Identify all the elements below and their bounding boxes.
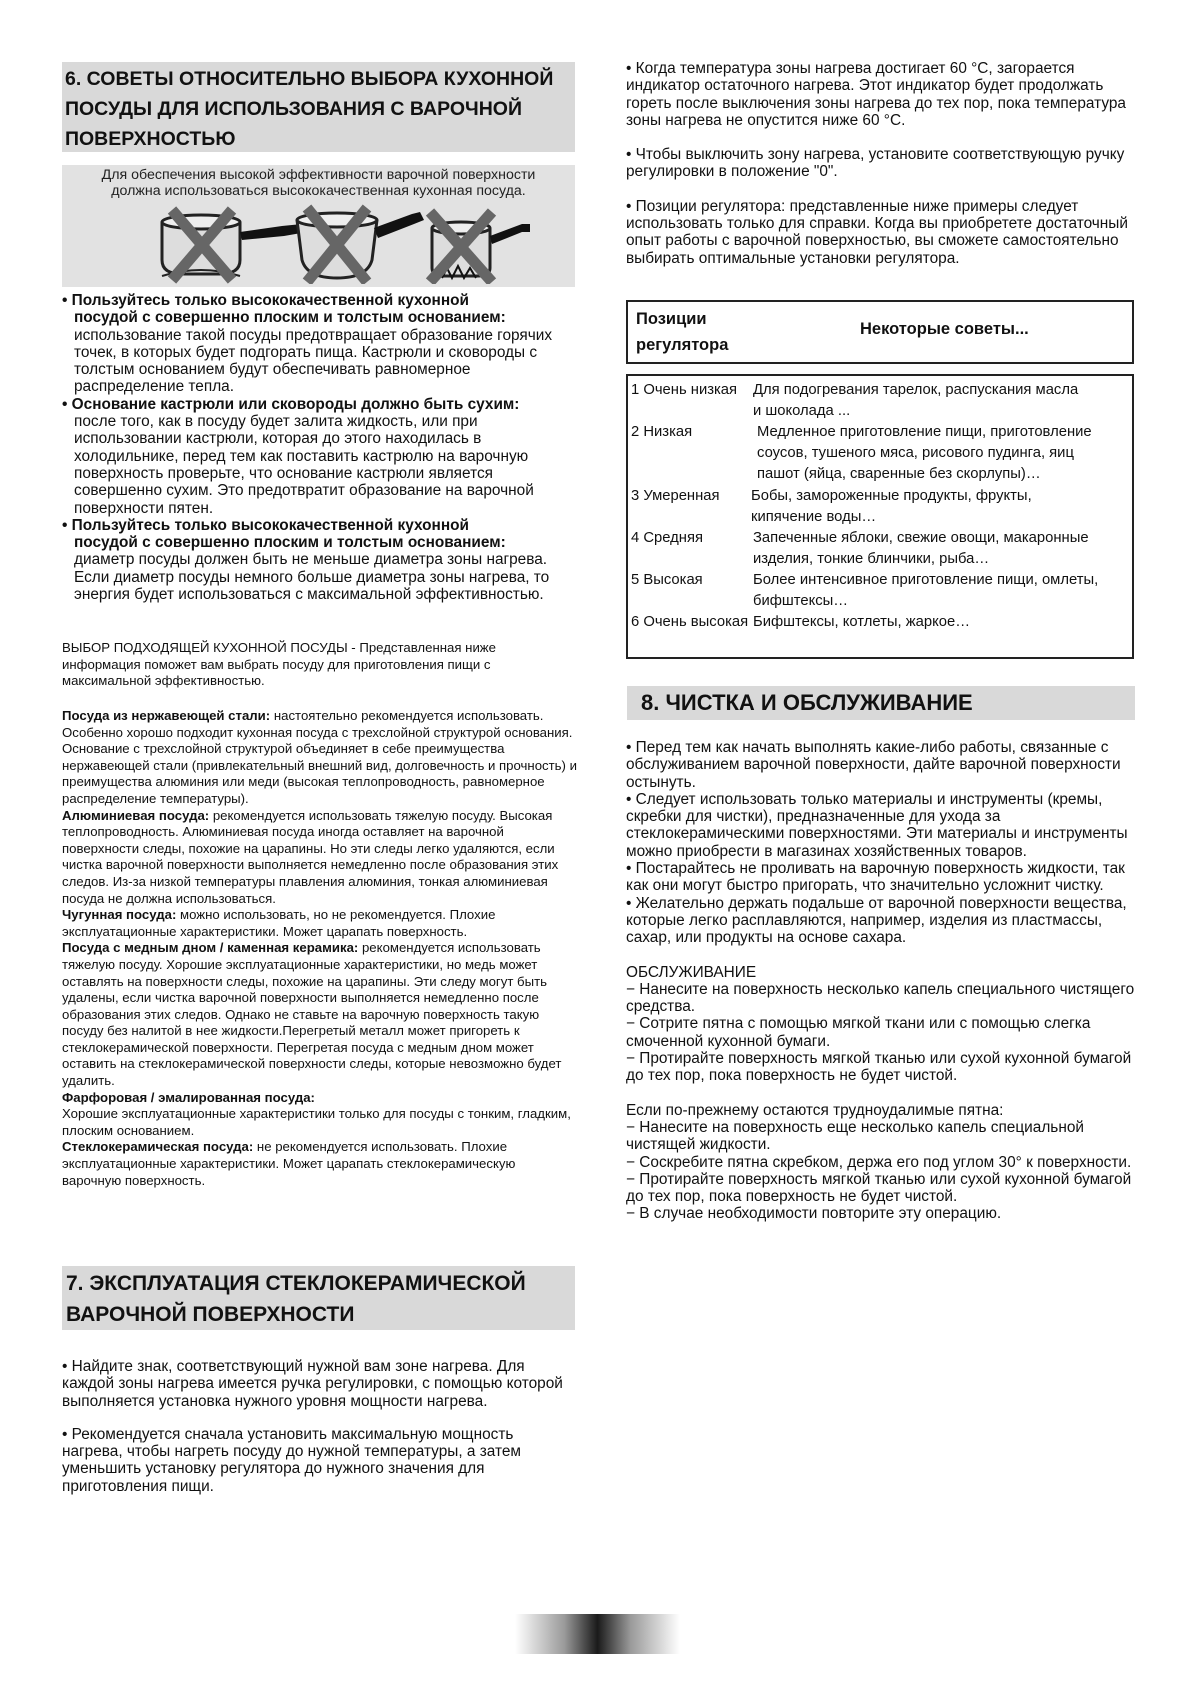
row-tip: [757, 422, 1137, 485]
header-col-positions-line: Позиции: [636, 310, 707, 328]
row-tip-line: Медленное приготовление пищи, приготовление: [757, 424, 1092, 440]
row-tip-line: бифштексы…: [753, 593, 849, 609]
porcelain-title: Фарфоровая / эмалированная посуда:: [62, 1089, 315, 1105]
maintenance-step: − Сотрите пятна с помощью мягкой ткани или с помощью слегка смоченной кухонной бумаги.: [626, 1015, 1091, 1050]
section-7-paragraph: • Чтобы выключить зону нагрева, установите соответствующую ручку регулировки в положение "0".: [626, 146, 1125, 181]
copper-text: рекомендуется использовать тяжелую посуду. Хорошие эксплуатационные характеристики, но медь может оставлять на поверхности следы, похожие на царапины. Эти следу могут быть удалены, если чистка варочной поверхности выполняется немедленно после образования этих следов. Однако не ставьте на варочную поверхность такую посуду без налитой в нее жидкости.Перегретый металл может пригореть к стеклокерамической поверхности. Перегретая посуда с медным дном может оставить на стеклокерамической поверхности следы, которые невозможно будет удалить.: [62, 940, 562, 1089]
header-col-positions: [636, 306, 728, 358]
regulator-table: [626, 374, 1134, 659]
steel-paragraph: [62, 708, 577, 808]
header-col-tips: Некоторые советы...: [860, 320, 1029, 338]
section-8-paragraph: • Следует использовать только материалы и инструменты (кремы, скребки для чистки), предназначенные для ухода за стеклокерамическими поверхностями. Эти материалы и инструменты можно приобрести в магазинах хозяйственных товаров.: [626, 790, 1128, 860]
row-position: 4 Средняя: [631, 530, 703, 546]
bullet-title: • Основание кастрюли или сковороды должно быть сухим:: [62, 395, 520, 413]
cast-title: Чугунная посуда:: [62, 907, 177, 923]
bullet-text: диаметр посуды должен быть не меньше диаметра зоны нагрева. Если диаметр посуды немного больше диаметра зоны нагрева, то энергия будет использоваться с максимальной эффективностью.: [74, 551, 550, 604]
bullet-title: • Пользуйтесь только высококачественной кухонной: [62, 516, 469, 534]
alu-text: рекомендуется использовать тяжелую посуду. Высокая теплопроводность. Алюминиевая посуда иногда оставляет на варочной поверхности следы, похожие на царапины. Но эти следы легко удаляются, если чистка варочной поверхности выполняется немедленно после образования этих следов. Из-за низкой температуры плавления алюминия, тонкая алюминиевая посуда не должна использоваться.: [62, 807, 559, 906]
section-6-heading-line: ПОСУДЫ ДЛЯ ИСПОЛЬЗОВАНИЯ С ВАРОЧНОЙ: [65, 98, 522, 120]
bad-cookware-illustration: [102, 202, 532, 284]
warped-pan-icon: [162, 210, 307, 280]
glass-paragraph: [62, 1139, 577, 1189]
copper-title: Посуда с медным дном / каменная керамика:: [62, 940, 359, 956]
row-tip: [753, 380, 1133, 422]
section-8-text: [626, 739, 1136, 1223]
section-6-heading-line: ПОВЕРХНОСТЬЮ: [65, 128, 236, 150]
cookware-intro-box: [62, 165, 575, 287]
row-tip-line: Для подогревания тарелок, распускания масла: [753, 382, 1079, 398]
stains-intro: Если по-прежнему остаются трудноудалимые пятна:: [626, 1101, 1004, 1119]
row-tip-line: и шоколада ...: [753, 403, 851, 419]
row-tip: [753, 612, 1133, 633]
choice-intro-text: ВЫБОР ПОДХОДЯЩЕЙ КУХОННОЙ ПОСУДЫ - Представленная ниже информация поможет вам выбрать посуду для приготовления пищи с максимальной эффективностью.: [62, 640, 496, 689]
row-tip: [753, 528, 1133, 570]
section-6-heading-line: 6. СОВЕТЫ ОТНОСИТЕЛЬНО ВЫБОРА КУХОННОЙ: [65, 68, 554, 90]
section-7-heading-line: 7. ЭКСПЛУАТАЦИЯ СТЕКЛОКЕРАМИЧЕСКОЙ: [66, 1272, 526, 1295]
row-tip: [751, 486, 1131, 528]
section-7-heading-line: ВАРОЧНОЙ ПОВЕРХНОСТИ: [66, 1303, 355, 1326]
section-7-left-text: [62, 1358, 577, 1495]
intro-text: [62, 165, 575, 199]
cast-paragraph: [62, 907, 577, 940]
stains-step: − Нанесите на поверхность еще несколько капель специальной чистящей жидкости.: [626, 1118, 1084, 1154]
row-tip-line: кипячение воды…: [751, 509, 877, 525]
row-position: 5 Высокая: [631, 572, 703, 588]
stains-step: − Протирайте поверхность мягкой тканью или сухой кухонной бумагой до тех пор, пока поверхность не будет чистой.: [626, 1170, 1132, 1206]
row-tip-line: Запеченные яблоки, свежие овощи, макаронные: [753, 530, 1089, 546]
regulator-table-header: [626, 300, 1134, 364]
small-pan-icon: [430, 212, 530, 282]
section-7-paragraph: • Найдите знак, соответствующий нужной вам зоне нагрева. Для каждой зоны нагрева имеется ручка регулировки, с помощью которой выполняется установка нужного уровня мощности нагрева.: [62, 1358, 563, 1410]
alu-title: Алюминиевая посуда:: [62, 807, 210, 823]
section-7-paragraph: • Когда температура зоны нагрева достигает 60 °C, загорается индикатор остаточного нагрева. Этот индикатор будет продолжать гореть после выключения зоны нагрева до тех пор, пока температура зоны нагрева не опустится ниже 60 °C.: [626, 60, 1126, 129]
glass-text: не рекомендуется использовать. Плохие эксплуатационные характеристики. Может царапать стеклокерамическую варочную поверхность.: [62, 1139, 516, 1188]
steel-text: настоятельно рекомендуется использовать. Особенно хорошо подходит кухонная посуда с трехслойной структурой основания. Основание с трехслойной структурой объединяет в себе преимущества нержавеющей стали (привлекательный внешний вид, долговечность и прочность) и преимущества алюминия или меди (высокая теплопроводность, равномерное распределение температуры).: [62, 708, 577, 806]
bullet-title: • Пользуйтесь только высококачественной кухонной: [62, 292, 469, 309]
porcelain-text: Хорошие эксплуатационные характеристики только для посуды с тонким, гладким, плоским основанием.: [62, 1106, 571, 1138]
row-tip-line: соусов, тушеного мяса, рисового пудинга, яиц: [757, 445, 1074, 461]
row-position: 2 Низкая: [631, 424, 693, 440]
section-7-paragraph: • Рекомендуется сначала установить максимальную мощность нагрева, чтобы нагреть посуду до нужной температуры, а затем уменьшить установку регулятора до нужного значения для приготовления пищи.: [62, 1425, 522, 1495]
page-footer-bar: [515, 1614, 680, 1654]
row-tip-line: Бифштексы, котлеты, жаркое…: [753, 614, 971, 630]
bullet-text: использование такой посуды предотвращает образование горячих точек, в которых будет подгорать пища. Кастрюли и сковороды с толстым основанием будут обеспечивать равномерное распределение тепла.: [74, 326, 553, 396]
maintenance-step: − Протирайте поверхность мягкой тканью или сухой кухонной бумагой до тех пор, пока поверхность не будет чистой.: [626, 1050, 1132, 1085]
bullet-title: посудой с совершенно плоским и толстым основанием:: [74, 534, 506, 552]
section-8-paragraph: • Перед тем как начать выполнять какие-либо работы, связанные с обслуживанием варочной поверхности, дайте варочной поверхности остынуть.: [626, 739, 1121, 791]
rounded-pan-icon: [297, 208, 424, 282]
row-tip: [753, 570, 1133, 612]
section-7-right-text: [626, 60, 1136, 267]
section-8-paragraph: • Желательно держать подальше от варочной поверхности вещества, которые легко расплавляются, например, изделия из пластмассы, сахар, или продукты на основе сахара.: [626, 894, 1127, 947]
maintenance-step: − Нанесите на поверхность несколько капель специального чистящего средства.: [626, 980, 1135, 1016]
section-8-paragraph: • Постарайтесь не проливать на варочную поверхность жидкости, так как они могут быстро пригорать, что значительно усложнит чистку.: [626, 860, 1125, 895]
row-position: 1 Очень низкая: [631, 382, 738, 398]
cookware-choice-intro: [62, 640, 572, 690]
section-7-paragraph: • Позиции регулятора: представленные ниже примеры следует использовать только для справки. Когда вы приобретете достаточный опыт работы с варочной поверхностью, вы сможете самостоятельно выбирать оптимальные установки регулятора.: [626, 197, 1128, 267]
row-tip-line: Бобы, замороженные продукты, фрукты,: [751, 488, 1032, 504]
row-position: 6 Очень высокая: [631, 614, 749, 630]
header-col-positions-line: регулятора: [636, 336, 729, 354]
alu-paragraph: [62, 808, 577, 908]
copper-paragraph: [62, 940, 577, 1089]
section-8-heading: 8. ЧИСТКА И ОБСЛУЖИВАНИЕ: [627, 686, 1135, 720]
cookware-bullets: [62, 292, 577, 603]
row-tip-line: пашот (яйца, сваренные без скорлупы)…: [757, 466, 1041, 482]
bullet-text: после того, как в посуду будет залита жидкость, или при использовании кастрюли, которая до этого находилась в холодильнике, перед тем как поставить кастрюлю на варочную поверхность проверьте, что основание кастрюли является совершенно сухим. Это предотвратит образование на варочной поверхности пятен.: [74, 413, 534, 517]
cookware-types: [62, 708, 577, 1189]
intro-line: должна использоваться высококачественная кухонная посуда.: [111, 183, 526, 199]
section-7-heading: [62, 1266, 575, 1330]
glass-title: Стеклокерамическая посуда:: [62, 1139, 254, 1155]
intro-line: Для обеспечения высокой эффективности варочной поверхности: [101, 167, 536, 183]
cast-text: можно использовать, но не рекомендуется. Плохие эксплуатационные характеристики. Может царапать поверхность.: [62, 907, 496, 939]
maintenance-title: ОБСЛУЖИВАНИЕ: [626, 963, 757, 981]
row-position: 3 Умеренная: [631, 488, 720, 504]
steel-title: Посуда из нержавеющей стали:: [62, 708, 271, 723]
section-6-heading: [62, 62, 575, 152]
stains-step: − Соскребите пятна скребком, держа его под углом 30° к поверхности.: [626, 1153, 1132, 1171]
stains-step: − В случае необходимости повторите эту операцию.: [626, 1205, 1002, 1223]
bullet-title: посудой с совершенно плоским и толстым основанием:: [74, 309, 506, 327]
row-tip-line: изделия, тонкие блинчики, рыба…: [753, 551, 990, 567]
row-tip-line: Более интенсивное приготовление пищи, омлеты,: [753, 572, 1099, 588]
